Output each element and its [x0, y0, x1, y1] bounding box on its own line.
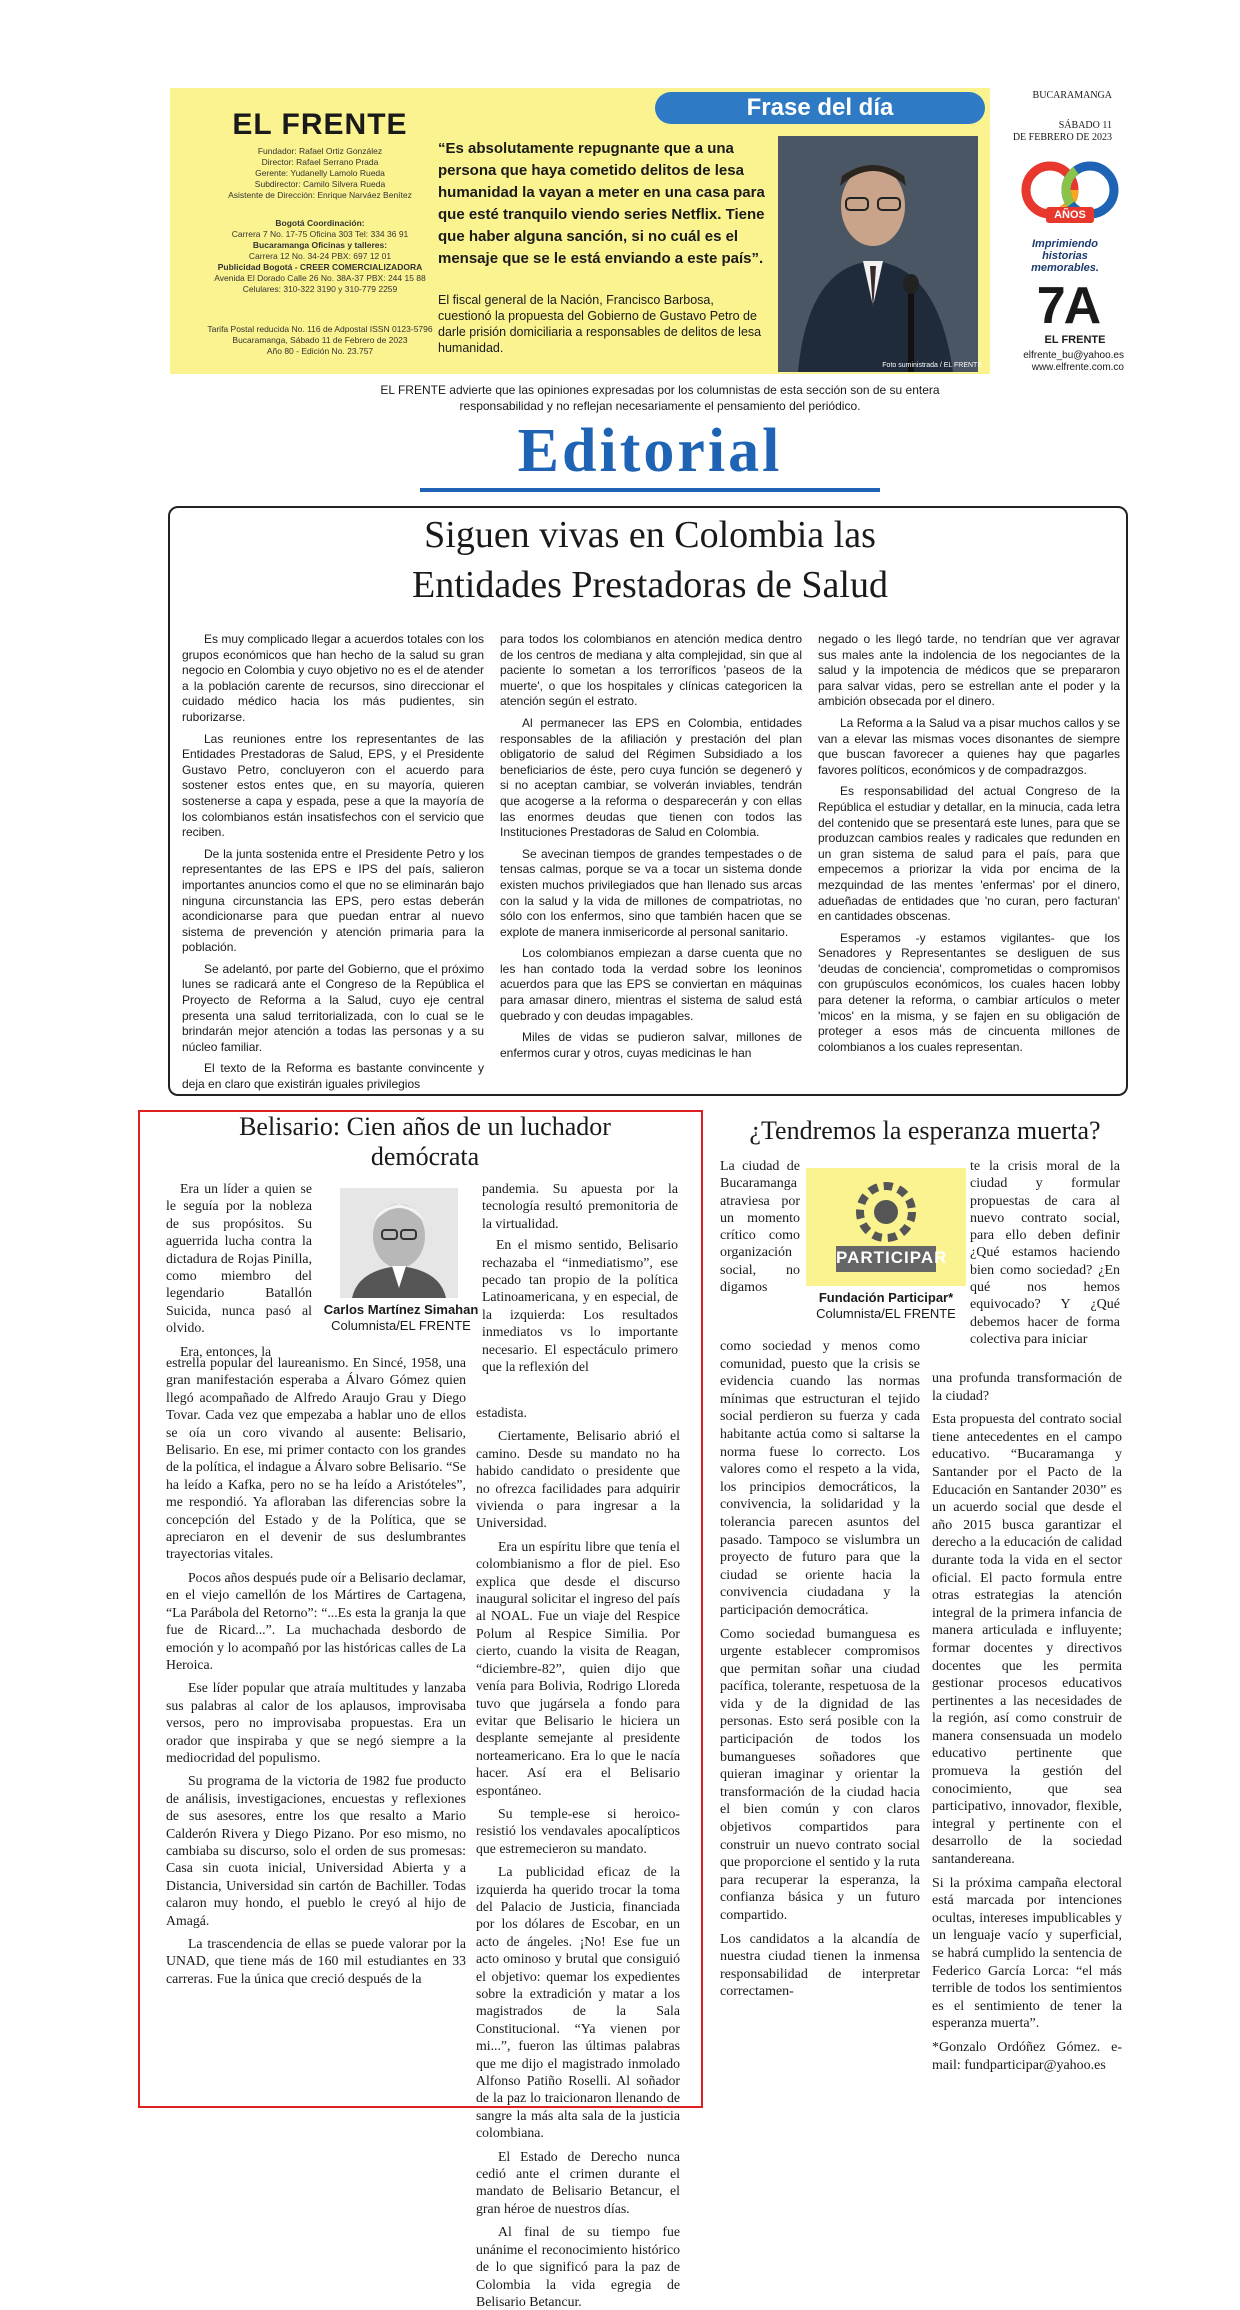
editorial-paragraph: Las reuniones entre los representantes de las Entidades Prestadoras de Salud, EPS, y el Presidente Gustavo Petro, concluyeron con el acuerdo para sostener estos entes que, en su mayoría, quieren sostenerse a capa y espada, pese a que la mayoría de los colombianos están insatisfechos con el servicio que reciben. [182, 731, 484, 840]
esperanza-column-1-top: La ciudad de Bucaramanga atraviesa por un momento crítico como organización social, no digamos [720, 1159, 800, 1296]
editorial-paragraph: Esperamos -y estamos vigilantes- que los Senadores y Representantes se desliguen de sus 'deudas de conciencia', comprometidas o compromisos con grupúsculos económicos, los cuales hacen lobby para detener la reforma, o cambiar artículos o meter 'micos' en la misma, y se fajen en su obligación de proteger a esos más de cincuenta millones de colombianos a los cuales representan. [818, 930, 1120, 1054]
office-line: Bucaramanga Oficinas y talleres: [252, 240, 388, 250]
editorial-paragraph: negado o les llegó tarde, no tendrían que ver agravar sus males ante la indolencia de los negociantes de la salud y la impotencia de médicos que se prepararon para salvar vidas, pero se estrellan ante el poder y la ambición obsecada por el dinero. [818, 632, 1120, 709]
office-line: Carrera 7 No. 17-75 Oficina 303 Tel: 334 36 91 [231, 229, 409, 239]
dateline-city: BUCARAMANGA [1032, 90, 1112, 101]
staff-list [190, 146, 450, 201]
page-brand: EL FRENTE [1044, 334, 1106, 346]
columnist-role: Columnista/EL FRENTE [331, 1318, 471, 1333]
article-paragraph: Ciertamente, Belisario abrió el camino. Desde su mandato no ha habido candidato o presidente que no ofrezca facilidades para adquirir vivienda o para ingresar a la Universidad. [476, 1428, 680, 1531]
office-line: Bogotá Coordinación: [275, 218, 365, 228]
section-title-underline [420, 488, 880, 492]
contact-web: www.elfrente.com.co [1031, 362, 1124, 373]
editorial-column-1 [182, 632, 484, 1092]
offices-list [190, 218, 450, 295]
article-paragraph: pandemia. Su apuesta por la tecnología resultó premonitoria de la virtualidad. [482, 1181, 678, 1231]
quote-context: El fiscal general de la Nación, Francisco Barbosa, cuestionó la propuesta del Gobierno de Gustavo Petro de darle prisión domiciliaria a responsables de delitos de lesa humanidad. [438, 293, 762, 355]
article-paragraph: Pocos años después pude oír a Belisario declamar, en el viejo camellón de los Mártires de Cartagena, “La Parábola del Retorno”: “...Es esta la granja la que fue de Ricard...”. La muchachada desbordo de emoción y lo acompañó por las históricas calles de La Heroica. [166, 1569, 466, 1672]
esperanza-headline: ¿Tendremos la esperanza muerta? [749, 1116, 1101, 1145]
article-paragraph: Si la próxima campaña electoral está marcada por intenciones ocultas, intereses impublicables y un lenguaje vacío y superficial, se habrá cumplido la sentencia de Federico García Lorca: “el más terrible de todos los sentimientos es el sentimiento de tener la esperanza muerta”. [932, 1875, 1122, 2032]
article-paragraph: La trascendencia de ellas se puede valorar por la UNAD, que tiene más de 160 mil estudiantes en 33 carreras. Fue la única que creció después de la [166, 1936, 466, 1986]
postal-info [190, 324, 450, 357]
masthead-brand: EL FRENTE [232, 108, 408, 141]
staff-line: Asistente de Dirección: Enrique Narváez Benítez [228, 190, 412, 200]
article-paragraph: Los candidatos a la alcandía de nuestra ciudad tienen la inmensa responsabilidad de interpretar correctamen- [720, 1931, 920, 2000]
editorial-paragraph: Miles de vidas se pudieron salvar, millones de enfermos curar y otros, cuyas medicinas le han [500, 1030, 802, 1060]
article-paragraph: Era un líder a quien se le seguía por la nobleza de sus propósitos. Su aguerrida lucha contra la dictadura de Rojas Pinilla, como miembro del legendario Batallón Suicida, nunca pasó al olvido. [166, 1181, 312, 1336]
article-paragraph: una profunda transformación de la ciudad? [932, 1371, 1122, 1404]
editorial-column-3 [818, 632, 1120, 1088]
editorial-headline-line1: Siguen vivas en Colombia las [424, 514, 876, 556]
staff-line: Fundador: Rafael Ortiz González [257, 146, 383, 156]
frase-del-dia-label: Frase del día [655, 92, 985, 124]
article-paragraph: Su temple-ese si heroico- resistió los vendavales apocalípticos que estremecieron su mandato. [476, 1805, 680, 1856]
columnist-name: Carlos Martínez Simahan [323, 1302, 479, 1317]
postal-line: Tarifa Postal reducida No. 116 de Adpostal ISSN 0123-5796 [207, 324, 433, 334]
postal-line: Año 80 - Edición No. 23.757 [266, 346, 374, 356]
esperanza-column-2-top: te la crisis moral de la ciudad y formular propuestas de cara al nuevo contrato social, para ello deben definir ¿Qué estamos haciendo bien como sociedad? ¿En qué nos hemos equivocado? Y ¿Qué debemos hacer de forma colectiva para iniciar [970, 1159, 1120, 1347]
staff-line: Director: Rafael Serrano Prada [261, 157, 379, 167]
tagline-line1: Imprimiendo historias [1031, 238, 1098, 262]
belisario-headline-line1: Belisario: Cien años de un luchador [239, 1112, 611, 1141]
postal-line: Bucaramanga, Sábado 11 de Febrero de 2023 [232, 335, 408, 345]
columnist-byline [796, 1290, 976, 1322]
article-paragraph: Era un espíritu libre que tenía el colombianismo a flor de piel. Eso explica que desde el discurso inaugural solicitar el ingreso del país al NOAL. Fue un viaje del Respice Polum al Respice Similia. Por cierto, cuando la visita de Reagan, “diciembre-82”, quien dijo que venía para Bolivia, Rodrigo Lloreda tuvo que jugársela a fondo para evitar que Belisario le hiciera un desplante semejante al presidente norteamericano. Era lo que le nacía hacer. Así era el Belisario espontáneo. [476, 1538, 680, 1798]
contact-email: elfrente_bu@yahoo.es [1023, 350, 1124, 361]
office-line: Avenida El Dorado Calle 26 No. 38A-37 PBX: 244 15 88 [214, 273, 426, 283]
belisario-column-1 [166, 1354, 466, 2094]
belisario-headline [170, 1112, 680, 1172]
staff-line: Gerente: Yudanelly Lamolo Rueda [255, 168, 385, 178]
esperanza-column-2 [932, 1370, 1122, 2098]
contact-info [1000, 350, 1124, 374]
dateline-day: SÁBADO 11 [1058, 120, 1112, 131]
tagline-line2: memorables. [1031, 262, 1099, 274]
article-paragraph: El Estado de Derecho nunca cedió ante el crimen durante el mandato de Belisario Betancur, el gran héroe de nuestros días. [476, 2148, 680, 2216]
quote-speaker-photo [778, 136, 978, 372]
editorial-headline [300, 510, 1000, 610]
editorial-paragraph: para todos los colombianos en atención medica dentro de los centros de mediana y alta complejidad, sin que al paciente lo sometan a los terroríficos 'paseos de la muerte', o que los hospitales y clínicas categoricen la atención según el estrato. [500, 632, 802, 709]
editorial-paragraph: Se adelantó, por parte del Gobierno, que el próximo lunes se radicará ante el Congreso de la República el Proyecto de Reforma a la Salud, cuyo eje central presenta una salud territorializada, con lo cual se le brindarán mejor atención a todas las personas y a su núcleo familiar. [182, 961, 484, 1054]
participar-logo [806, 1168, 966, 1286]
anniversary-tagline [1010, 238, 1120, 274]
photo-credit: Foto suministrada / EL FRENTE [882, 362, 982, 369]
esperanza-column-1 [720, 1338, 920, 2098]
editorial-column-2 [500, 632, 802, 1088]
article-paragraph: La publicidad eficaz de la izquierda ha querido trocar la toma del Palacio de Justicia, financiada por los dólares de Escobar, en un acto de ángeles. ¡No! Ese fue un acto ominoso y brutal que consiguió el objetivo: quemar los expedientes sobre la extradición y matar a los magistrados de la Sala Constitucional. “Ya vienen por mi...”, fueron las últimas palabras que me dijo el magistrado inmolado Alfonso Patiño Roselli. Al soñador de la paz lo traicionaron llenando de sangre la más alta sala de la justicia colombiana. [476, 1864, 680, 2141]
office-line: Celulares: 310-322 3190 y 310-779 2259 [242, 284, 398, 294]
article-paragraph: estrella popular del laureanismo. En Sincé, 1958, una gran manifestación esperaba a Álvaro Gómez quien llegó acompañado de Alfredo Araujo Grau y Diego Tovar. Cada vez que empezaba a hablar uno de ellos se oía un coro vivando al ausente: Belisario, Belisario. En ese, mi primer contacto con los grandes de la política, el indague a Álvaro sobre Belisario. “Se ha leído a Kafka, pero no se ha leído a Aristóteles”, me respondió. Ya afloraban las diferencias sobre la concepción del Estado y de la Política, que se apreciaron en el devenir de sus deslumbrantes trayectorias vitales. [166, 1355, 466, 1562]
editorial-paragraph: Se avecinan tiempos de grandes tempestades o de tensas calmas, porque se va a tocar un sistema donde existen muchos privilegiados que han llenado sus arcas con la salud y la vida de millones de compatriotas, no sólo con los enfermos, sino que también hacen que se explote de manera inmisericorde al personal sanitario. [500, 846, 802, 939]
editorial-headline-line2: Entidades Prestadoras de Salud [412, 564, 888, 606]
columnist-role: Columnista/EL FRENTE [816, 1306, 956, 1321]
section-title: Editorial [517, 417, 783, 485]
dateline-date: DE FEBRERO DE 2023 [1012, 132, 1112, 143]
staff-line: Subdirector: Camilo Silvera Rueda [254, 179, 386, 189]
article-paragraph: Al final de su tiempo fue unánime el reconocimiento histórico de lo que significó para la paz de Colombia la vida egregia de Belisario Betancur. [476, 2224, 680, 2309]
editorial-paragraph: El texto de la Reforma es bastante convincente y deja en claro que existirán iguales privilegios [182, 1061, 484, 1092]
page-number: 7A [1036, 277, 1100, 335]
editorial-paragraph: La Reforma a la Salud va a pisar muchos callos y se van a elevar las mismas voces disonantes de siempre que buscan favorecer a quienes hay que pagarles favores políticos, económicos y de compadrazgos. [818, 715, 1120, 777]
belisario-column-1-top [166, 1180, 312, 1360]
anniversary-word: AÑOS [1046, 207, 1094, 223]
office-line: Carrera 12 No. 34-24 PBX: 697 12 01 [248, 251, 392, 261]
columnist-photo [340, 1188, 458, 1298]
article-paragraph: estadista. [476, 1405, 527, 1420]
article-paragraph: Su programa de la victoria de 1982 fue producto de análisis, investigaciones, encuestas y reflexiones de sus asesores, entre los que resalto a Mario Calderón Rivera y Diego Pizano. Por eso mismo, no cambiaba su discurso, solo el orden de sus promesas: Casa sin cuota inicial, Universidad Abierta y a Distancia, Universidad sin cartón de Bachiller. Todas calaron muy hondo, el pueblo le creyó al hijo de Amagá. [166, 1773, 466, 1928]
belisario-headline-line2: demócrata [370, 1142, 480, 1171]
belisario-column-2 [476, 1404, 680, 2309]
editorial-paragraph: Los colombianos empiezan a darse cuenta que no les han contado toda la verdad sobre los leoninos acuerdos para que las EPS se conviertan en máquinas para amasar dinero, mientras el sistema de salud está quebrado y con deudas impagables. [500, 946, 802, 1023]
article-paragraph: Esta propuesta del contrato social tiene antecedentes en el campo educativo. “Bucaramanga y Santander por el Pacto de la Educación en Santander 2030” es un acuerdo social que desde el año 2015 busca garantizar el derecho a la educación de calidad durante toda la vida en el sector oficial. El pacto formula entre otras estrategias la atención integral de la primera infancia de manera articulada e influyente; formar docentes y directivos docentes que les permita gestionar procesos educativos pertinentes a las necesidades de la región, así como construir de manera consensuada un modelo educativo pertinente que promueva la gestión del conocimiento, que sea participativo, innovador, flexible, integral y pertinente con el desarrollo de la sociedad santandereana. [932, 1412, 1122, 1868]
author-footnote: *Gonzalo Ordóñez Gómez. e-mail: fundparticipar@yahoo.es [932, 2039, 1122, 2073]
article-paragraph: como sociedad y menos como comunidad, puesto que la crisis se evidencia cuando las normas mínimas que estructuran el tejido social perdieron su fuerza y cada habitante actúa como si saltarse la norma fuese lo correcto. Los valores como el respeto a la vida, los principios democráticos, la convivencia, la solidaridad y la tolerancia parecen asuntos del pasado. Tampoco se vislumbra un proyecto de futuro para que la ciudad se oriente hacia la convivencia ciudadana y la participación democrática. [720, 1339, 920, 1618]
article-paragraph: Como sociedad bumanguesa es urgente establecer compromisos que permitan soñar una ciudad pacífica, tolerante, respetuosa de la vida y de la dignidad de las personas. Esto será posible con la participación de todos los bumangueses soñadores que quieran imaginar y orientar la transformación de la ciudad hacia el bien común y con claros objetivos compartidos para construir un nuevo contrato social que proporcione el sentido y la ruta para recuperar la esperanza, la confianza básica y un futuro compartido. [720, 1626, 920, 1923]
quote-text: “Es absolutamente repugnante que a una persona que haya cometido delitos de lesa humanidad la vayan a meter en una casa para que esté tranquilo viendo series Netflix. Tiene que haber alguna sanción, si no cuál es el mensaje que se le está enviando a este país”. [438, 140, 765, 267]
editorial-paragraph: De la junta sostenida entre el Presidente Petro y los representantes de las EPS e IPS del país, salieron importantes anuncios como el que no se eliminarán bajo ninguna circunstancia las EPS, pero estas deberán acondicionarse para que puedan entrar al nuevo sistema de prevención y atención primaria para la población. [182, 846, 484, 955]
belisario-column-2-top [482, 1180, 678, 1381]
office-line: Publicidad Bogotá - CREER COMERCIALIZADORA [217, 262, 423, 272]
columnist-name: Fundación Participar* [818, 1290, 954, 1305]
columnist-byline [316, 1302, 486, 1334]
participar-logo-text: PARTICIPAR [836, 1248, 948, 1267]
editorial-paragraph: Es responsabilidad del actual Congreso de la República el estudiar y detallar, en la minucia, cada letra del contenido que se presentará este lunes, para que se produzcan cambios reales y radicales que redunden en un gran sistema de salud para el país, para que empecemos a priorizar la vida por encima de la mezquindad de las mentes 'enfermas' por el dinero, adueñadas de entidades que 'no curan, pero facturan' en cantidades obscenas. [818, 784, 1120, 924]
editorial-paragraph: Al permanecer las EPS en Colombia, entidades responsables de la afiliación y prestación del plan obligatorio de salud del Régimen Subsidiado a los beneficiarios de éste, pero cuya función se degeneró y si no aceptan cambiar, se volverán inviables, tendrán que acogerse a la reforma o desparecerán y con ellas las enormes deudas que tienen con todos las Instituciones Prestadoras de Salud en Colombia. [500, 715, 802, 840]
article-paragraph: Era, entonces, la [180, 1343, 272, 1359]
disclaimer: EL FRENTE advierte que las opiniones expresadas por los columnistas de esta sección son de su entera responsabilidad y no reflejan necesariamente el pensamiento del periódico. [380, 383, 940, 413]
dateline [1000, 90, 1112, 144]
editorial-paragraph: Es muy complicado llegar a acuerdos totales con los grupos económicos que han hecho de la salud su gran negocio en Colombia y cuyo objetivo no es el de atender a la población carente de recursos, sino direccionar el cuidado médico hacia los más pudientes, sin ruborizarse. [182, 632, 484, 724]
article-paragraph: Ese líder popular que atraía multitudes y lanzaba sus palabras al calor de los aplausos, improvisaba versos, pero no improvisaba propuestas. Era un orador que inspiraba y que se negó siempre a la mediocridad del populismo. [166, 1680, 466, 1765]
article-paragraph: En el mismo sentido, Belisario rechazaba el “inmediatismo”, ese pecado tan propio de la política Latinoamericana, y en especial, de la izquierda: Los resultados inmediatos vs lo importante necesario. El espectáculo primero que la reflexión del [482, 1237, 678, 1375]
